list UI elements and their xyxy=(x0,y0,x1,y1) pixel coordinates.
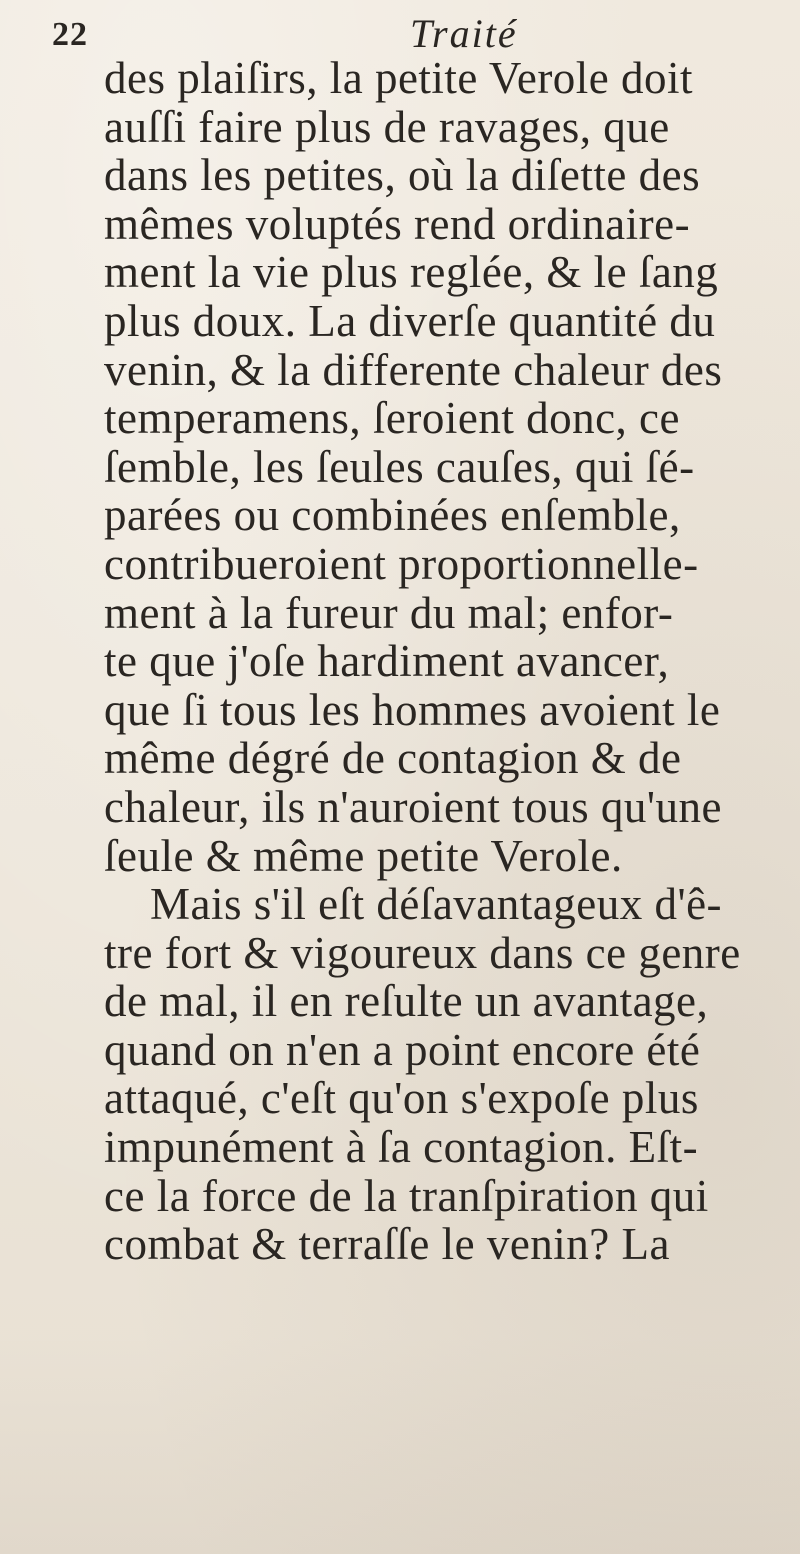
text-line: temperamens, ſeroient donc, ce xyxy=(104,393,681,444)
text-line: ſeule & même petite Verole. xyxy=(104,830,623,881)
text-line: impunément à ſa contagion. Eſt- xyxy=(104,1122,699,1173)
text-line: parées ou combinées enſemble, xyxy=(104,490,681,541)
page-margin-shade xyxy=(0,1330,800,1554)
text-line: auſſi faire plus de ravages, que xyxy=(104,101,670,152)
paragraph-start-line: Mais s'il eſt déſavantageux d'ê- xyxy=(150,879,723,930)
text-line: venin, & la differente chaleur des xyxy=(104,344,723,395)
text-line: que ſi tous les hommes avoient le xyxy=(104,684,721,735)
body-text xyxy=(104,54,794,1269)
text-line: même dégré de contagion & de xyxy=(104,733,682,784)
page-number: 22 xyxy=(52,16,88,53)
page-header xyxy=(50,10,750,56)
text-line: quand on n'en a point encore été xyxy=(104,1024,701,1075)
text-line: ment la vie plus reglée, & le ſang xyxy=(104,247,719,298)
text-line: des plaiſirs, la petite Verole doit xyxy=(104,53,694,103)
running-title: Traité xyxy=(410,11,518,56)
text-line: te que j'oſe hardiment avancer, xyxy=(104,636,670,687)
text-line: ce la force de la tranſpiration qui xyxy=(104,1170,709,1221)
text-line: contribueroient proportionnelle- xyxy=(104,538,699,589)
text-line: dans les petites, où la diſette des xyxy=(104,150,701,201)
text-line: chaleur, ils n'auroient tous qu'une xyxy=(104,781,723,832)
text-line: attaqué, c'eſt qu'on s'expoſe plus xyxy=(104,1073,699,1124)
text-line: combat & terraſſe le venin? La xyxy=(104,1219,670,1270)
text-line: ſemble, les ſeules cauſes, qui ſé- xyxy=(104,441,695,492)
text-line: ment à la fureur du mal; enfor- xyxy=(104,587,674,638)
text-line: de mal, il en reſulte un avantage, xyxy=(104,976,709,1027)
text-line: tre fort & vigoureux dans ce genre xyxy=(104,927,741,978)
text-line: plus doux. La diverſe quantité du xyxy=(104,295,716,346)
text-line: mêmes voluptés rend ordinaire- xyxy=(104,198,691,249)
